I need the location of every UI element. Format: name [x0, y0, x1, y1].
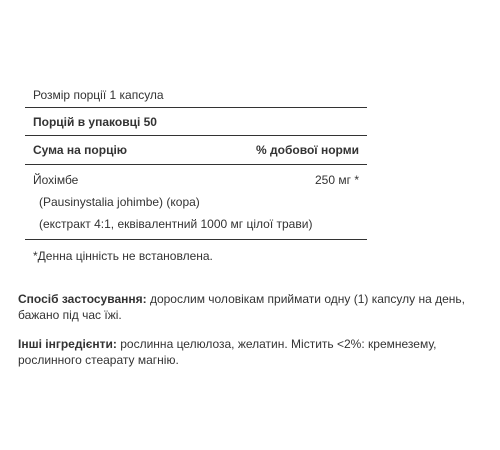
directions-label: Спосіб застосування: [18, 292, 147, 306]
directions-paragraph [18, 291, 493, 323]
footnote-row [25, 240, 367, 266]
ingredient-extract-note: (екстракт 4:1, еквівалентний 1000 мг цілої трави) [39, 217, 313, 231]
ingredient-row [25, 165, 367, 191]
header-amount-per-serving: Сума на порцію [33, 143, 128, 157]
ingredient-amount: 250 мг * [315, 173, 359, 187]
directions-text: дорослим чоловікам приймати одну (1) капсулу на день, бажано під час їжі. [18, 292, 465, 322]
other-ingredients-paragraph [18, 336, 493, 368]
header-daily-value: % добової норми [256, 143, 359, 157]
other-ingredients-text: рослинна целюлоза, желатин. Містить <2%: кремнезему, рослинного стеарату магнію. [18, 337, 437, 367]
serving-size-row [25, 80, 367, 107]
ingredient-extract-row [25, 213, 367, 239]
servings-per-container-row [25, 108, 367, 135]
ingredient-name: Йохімбе [33, 173, 79, 187]
serving-size-text: Розмір порції 1 капсула [33, 87, 164, 102]
other-ingredients-label: Інші інгредієнти: [18, 337, 117, 351]
footnote-text: *Денна цінність не встановлена. [33, 249, 213, 263]
supplement-facts-panel [25, 80, 367, 266]
servings-per-container-text: Порцій в упаковці 50 [33, 114, 157, 129]
facts-header-row [25, 136, 367, 164]
ingredient-latin-row [25, 191, 367, 213]
ingredient-latin-name: (Pausinystalia johimbe) (кора) [39, 195, 200, 209]
